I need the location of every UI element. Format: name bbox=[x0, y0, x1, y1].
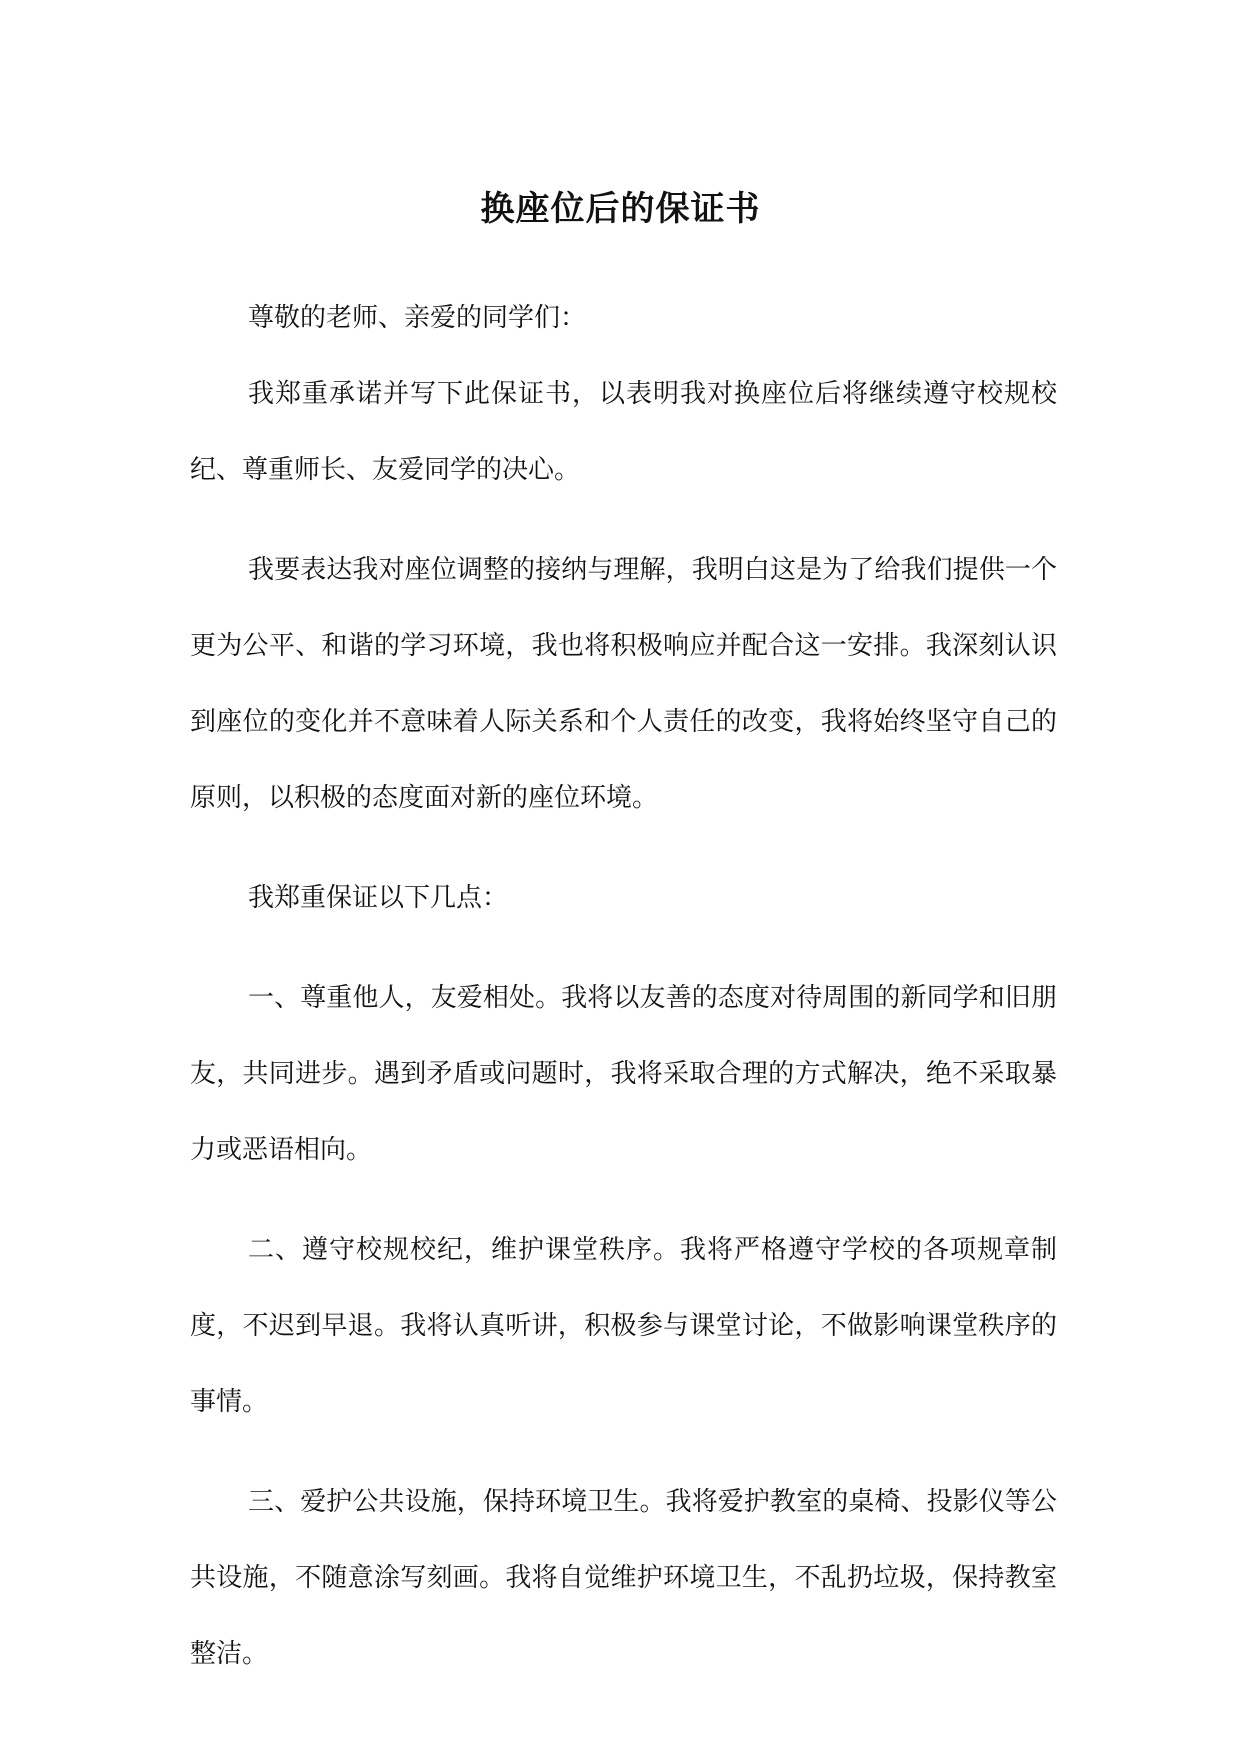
paragraph-acceptance: 我要表达我对座位调整的接纳与理解，我明白这是为了给我们提供一个更为公平、和谐的学习环境，我也将积极响应并配合这一安排。我深刻认识到座位的变化并不意味着人际关系和个人责任的改变，我将始终坚守自己的原则，以积极的态度面对新的座位环境。 bbox=[190, 555, 1057, 813]
paragraph-point-three: 三、爱护公共设施，保持环境卫生。我将爱护教室的桌椅、投影仪等公共设施，不随意涂写刻画。我将自觉维护环境卫生，不乱扔垃圾，保持教室整洁。 bbox=[190, 1487, 1057, 1669]
paragraph-point-one: 一、尊重他人，友爱相处。我将以友善的态度对待周围的新同学和旧朋友，共同进步。遇到矛盾或问题时，我将采取合理的方式解决，绝不采取暴力或恶语相向。 bbox=[190, 983, 1057, 1165]
paragraph-point-two: 二、遵守校规校纪，维护课堂秩序。我将严格遵守学校的各项规章制度，不迟到早退。我将认真听讲，积极参与课堂讨论，不做影响课堂秩序的事情。 bbox=[190, 1235, 1057, 1417]
salutation: 尊敬的老师、亲爱的同学们： bbox=[248, 303, 587, 333]
document-body bbox=[190, 280, 1057, 1716]
paragraph-commitment: 我郑重承诺并写下此保证书，以表明我对换座位后将继续遵守校规校纪、尊重师长、友爱同学的决心。 bbox=[190, 379, 1057, 485]
document-title: 换座位后的保证书 bbox=[480, 189, 761, 229]
paragraph-pledge-intro: 我郑重保证以下几点： bbox=[248, 883, 509, 913]
